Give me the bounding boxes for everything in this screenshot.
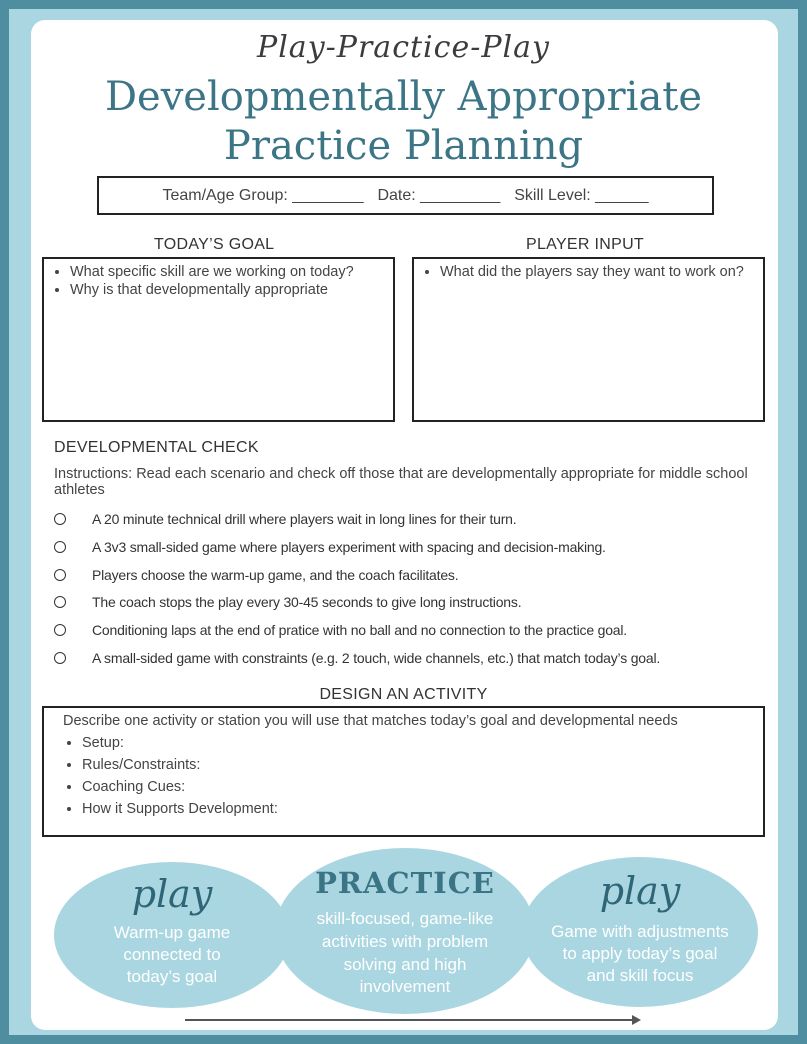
radio-button[interactable] [54,513,66,525]
design-activity-heading: DESIGN AN ACTIVITY [319,686,488,703]
oval-text: Game with adjustments [551,922,729,941]
player-input-box[interactable] [412,257,765,422]
oval-text: today’s goal [126,967,218,986]
check-item[interactable] [54,622,627,638]
check-item-label: Players choose the warm-up game, and the coach facilitates. [92,567,459,583]
radio-button[interactable] [54,541,66,553]
todays-goal-box[interactable] [42,257,395,422]
team-age-group-field[interactable]: Team/Age Group: ________ [162,186,364,204]
check-item[interactable] [54,567,458,583]
radio-button[interactable] [54,596,66,608]
check-item[interactable] [54,594,521,610]
page-title-line1: Developmentally Appropriate [104,74,703,120]
check-item[interactable] [54,511,516,527]
oval-text: involvement [359,977,451,996]
play-script-label: play [599,869,681,913]
design-item: • Rules/Constraints: [82,754,763,776]
skill-level-field[interactable]: Skill Level: ______ [514,186,649,204]
todays-goal-heading: TODAY’S GOAL [154,236,275,253]
oval-text: connected to [123,945,221,964]
check-item[interactable] [54,650,660,666]
design-activity-description: Describe one activity or station you will use that matches today’s goal and developmental needs [63,713,678,729]
design-item: • Coaching Cues: [82,776,763,798]
play-script-label: play [131,872,213,916]
player-input-heading: PLAYER INPUT [526,236,644,253]
check-item-label: A 20 minute technical drill where players wait in long lines for their turn. [92,511,517,527]
play-warmup-oval [54,862,290,1008]
practice-oval [275,848,535,1014]
radio-button[interactable] [54,652,66,664]
oval-text: and skill focus [586,966,694,985]
arrow-right-icon [632,1015,641,1025]
page-title-line2: Practice Planning [223,123,584,169]
radio-button[interactable] [54,569,66,581]
design-activity-box[interactable] [42,706,765,837]
design-item: • Setup: [82,732,763,754]
oval-text: to apply today’s goal [562,944,718,963]
radio-button[interactable] [54,624,66,636]
oval-text: solving and high [343,955,467,974]
design-item: • How it Supports Development: [82,798,763,820]
oval-text: skill-focused, game-like [316,909,494,928]
check-item-label: A small-sided game with constraints (e.g. 2 touch, wide channels, etc.) that match today’s goal. [92,650,661,666]
developmental-check-heading: DEVELOPMENTAL CHECK [54,439,259,456]
check-item-label: A 3v3 small-sided game where players experiment with spacing and decision-making. [92,539,606,555]
check-item[interactable] [54,539,606,555]
check-item-label: Conditioning laps at the end of pratice with no ball and no connection to the practice goal. [92,622,627,638]
info-bar [97,176,714,215]
check-item-label: The coach stops the play every 30-45 seconds to give long instructions. [92,594,522,610]
oval-text: activities with problem [321,932,489,951]
goal-bullet: • What specific skill are we working on today? [70,263,385,281]
practice-title: PRACTICE [315,866,495,900]
play-game-oval [522,857,758,1007]
oval-text: Warm-up game [113,923,231,942]
player-input-bullet: • What did the players say they want to work on? [440,263,755,281]
goal-bullet: • Why is that developmentally appropriate [70,281,385,299]
flow-arrow [185,1019,635,1021]
date-field[interactable]: Date: _________ [377,186,501,204]
developmental-check-instructions: Instructions: Read each scenario and check off those that are developmentally appropriate for middle school athletes [54,466,748,498]
script-title: Play-Practice-Play [257,30,550,65]
